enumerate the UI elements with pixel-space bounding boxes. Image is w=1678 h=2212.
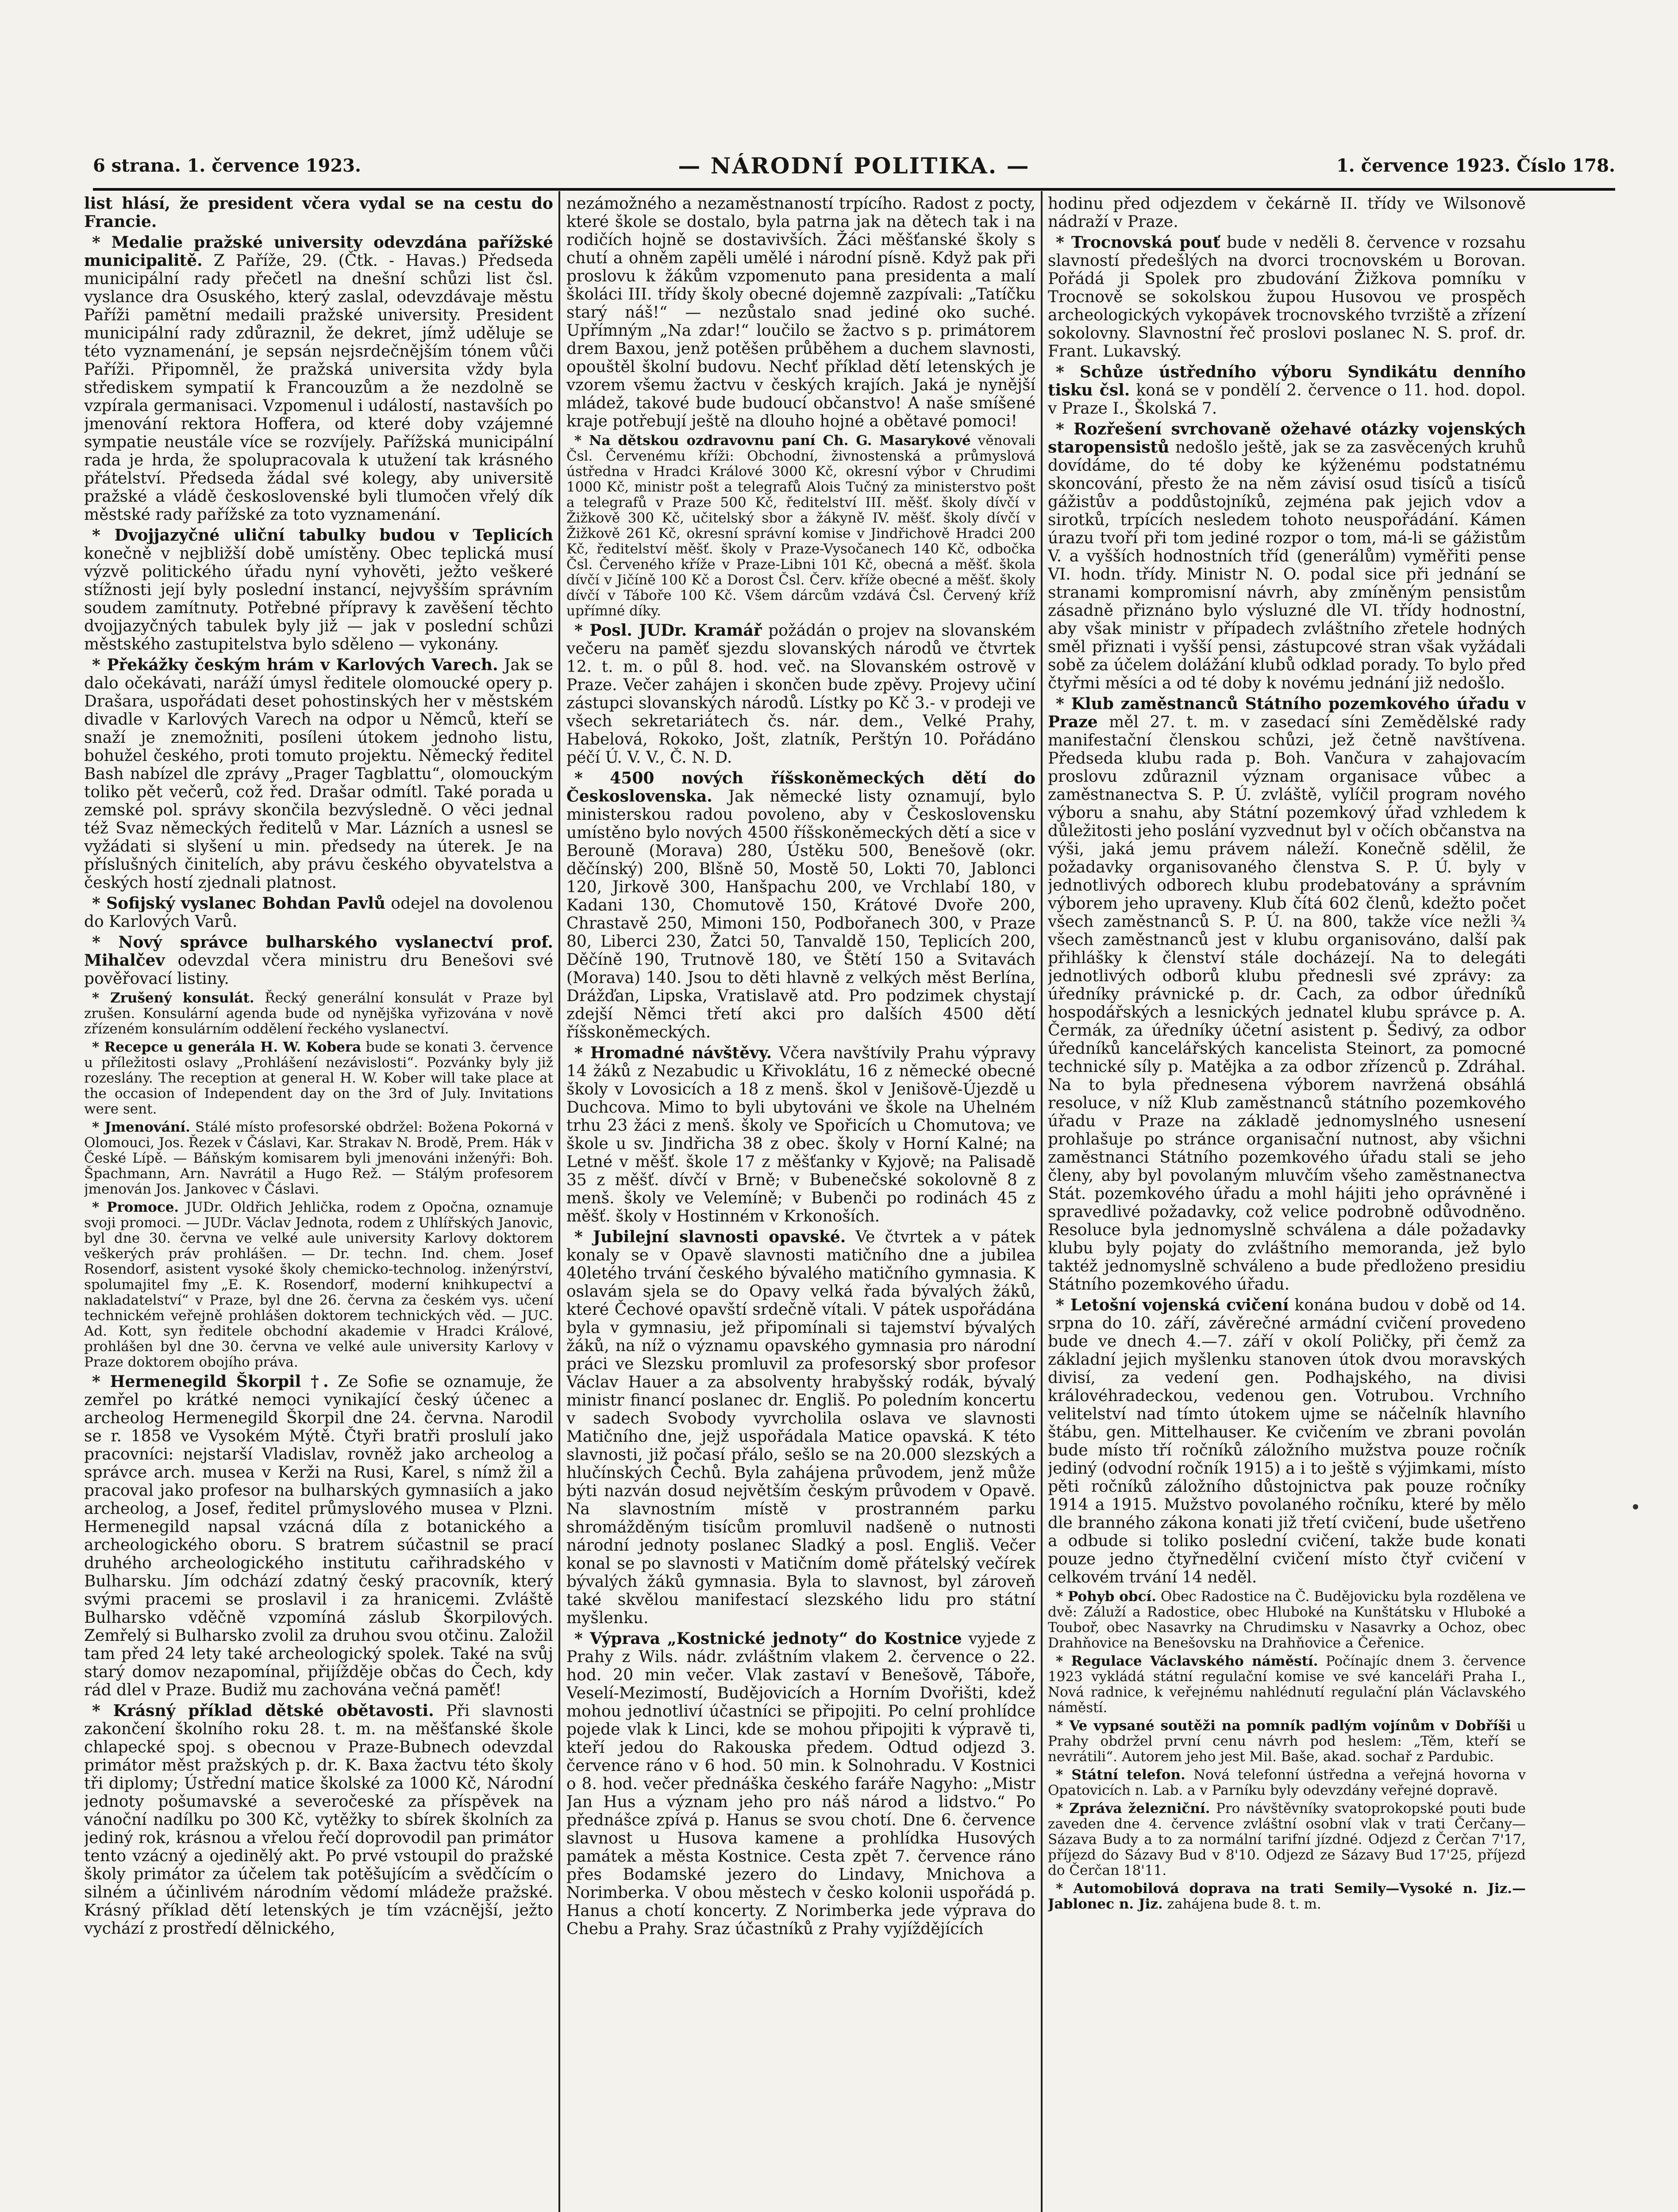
article-paragraph: [1048, 420, 1526, 692]
article-headline: * Hromadné návštěvy.: [574, 1044, 772, 1062]
article-text: JUDr. Oldřich Jehlička, rodem z Opočna, oznamuje svoji promoci. — JUDr. Václav Jednota, rodem z Uhlířských Janovic, byl dne 30. června ve velké aule university Karlovy doktorem veškerých práv prohlášen. — Dr. techn. Ind. chem. Josef Rosendorf, asistent vysoké školy chemicko-technolog. inženýrství, spolumajitel fmy „E. K. Rosendorf, moderní knihkupectví a nakladatelství“ v Praze, byl dne 26. června za českém vys. učení technickém veřejně prohlášen doktorem technických věd. — JUC. Ad. Kott, syn ředitele obchodní akademie v Hradci Králové, prohlášen byl dne 30. června ve velké aule university Karlovy v Praze doktorem obojího práva.: [84, 1199, 553, 1370]
article-paragraph: [1048, 1718, 1526, 1765]
article-headline: * Jmenování.: [92, 1119, 190, 1135]
article-text: u Prahy obdržel první cenu návrh pod heslem: „Těm, kteří se nevrátili“. Autorem jeho jest Mil. Baše, akad. sochař z Pardubic.: [1048, 1718, 1526, 1765]
article-text: Včera navštívily Prahu výpravy 14 žáků z Nezabudic u Křivoklátu, 16 z německé obecné školy v Lovosicích a 18 z menš. škol v Jenišově-Újezdě u Duchcova. Mimo to byli ubytováni ve škole na Uhelném trhu 23 žáci z menš. školy ve Spořicích u Chomutova; ve škole u sv. Jindřicha 38 z obec. školy v Horní Kalné; na Letné v měšť. škole 17 z měšťanky v Kyjově; na Palisadě 35 z měšť. dívčí v Brně; v Bubenečské sokolovně 8 z menš. školy ve Velemíně; v Bubenči po rodinách 45 z měšť. školy v Hostinném v Krkonoších.: [566, 1044, 1035, 1225]
article-text: Nová telefonní ústředna a veřejná hovorna v Opatovicích n. Lab. a v Parníku byly odevzdány veřejné dopravě.: [1048, 1767, 1526, 1798]
header-page-info: 6 strana. 1. července 1923.: [93, 155, 361, 176]
article-headline: * Posl. JUDr. Kramář: [574, 621, 762, 640]
article-text: Stálé místo profesorské obdržel: Božena Pokorná v Olomouci, Jos. Řezek v Čáslavi, Kar. Strakav N. Brodě, Prem. Hák v České Lípě. — Báňským komisarem byli jmenováni inženýři: Boh. Špachmann, Arn. Navrátil a Hugo Rež. — Stálým profesorem jmenován Jos. Jankovec v Čáslavi.: [84, 1119, 553, 1197]
article-headline: * Klub zaměstnanců Státního pozemkového úřadu v Praze: [1048, 695, 1526, 731]
article-paragraph: [84, 933, 553, 988]
article-headline: * 4500 nových říšskoněmeckých dětí do Československa.: [566, 769, 1035, 806]
article-paragraph: [84, 895, 553, 931]
article-text: Řecký generální konsulát v Praze byl zrušen. Konsulární agenda bude od nynějška vyřizována v nově zřízeném konsulárním oddělení řeckého vyslanectví.: [84, 990, 553, 1037]
header-rule: [93, 188, 1615, 191]
article-paragraph: [566, 1228, 1035, 1627]
article-paragraph: [566, 195, 1035, 430]
article-headline: * Schůze ústředního výboru Syndikátu denního tisku čsl.: [1048, 363, 1526, 399]
article-headline: * Ve vypsané soutěži na pomník padlým vojínům v Dobříši: [1056, 1718, 1511, 1734]
article-headline: * Sofijský vyslanec Bohdan Pavlů: [92, 894, 386, 913]
article-text: nedošlo ještě, jak se za zasvěcených kruhů dovídáme, do té doby ke kýženému podstatnému skoncování, přesto že na něm závisí osud tisíců a tisíců gážistův a poddůstojníků, zejména pak jejich vdov a sirotků, trpících nesledem tohoto neuspořádání. Kámen úrazu tvoří při tom jediné rozpor o tom, má-li se gážistům V. a vyšších hodnostních tříd (generálům) vyměřiti pense VI. hodn. třídy. Ministr N. O. podal sice při jednání se stranami kompromisní návrh, aby zmíněným pensistům zásadně přiznáno bylo výsluzné dle VI. třídy hodnostní, aby však ministr v případech zvláštního zřetele hodných směl přiznati i vyšší pensi, zástupcové stran však vyžádali sobě za účelem dolážání klubů odklad porady. To bylo před čtyřmi měsíci a od té doby k novému jednání již nedošlo.: [1048, 438, 1526, 692]
article-headline: * Recepce u generála H. W. Kobera: [92, 1039, 362, 1055]
text-column-1: [84, 195, 553, 2212]
article-paragraph: [84, 991, 553, 1037]
article-headline: * Rozřešení svrchovaně ožehavé otázky vojenských staropensistů: [1048, 420, 1526, 457]
print-mark: [1633, 1504, 1638, 1509]
article-text: konečně v nejbližší době umístěny. Obec teplická musí výzvě politického úřadu nyní vyhověti, ježto veškeré stížnosti její byly poslední instancí, nejvyšším správním soudem zamítnuty. Potřebné přípravy k zavěšení těchto dvojjazyčných tabulek byly již — jak v poslední schůzi městského zastupitelstva bylo sděleno — vykonány.: [84, 545, 553, 653]
article-headline: * Trocnovská pouť: [1056, 233, 1220, 252]
article-paragraph: [566, 1044, 1035, 1225]
article-headline: * Zpráva železniční.: [1056, 1801, 1210, 1816]
article-text: Ve čtvrtek a v pátek konaly se v Opavě slavnosti matičního dne a jubilea 40letého trvání českého bývalého matičního gymnasia. K oslavám sjela se do Opavy velká řada bývalých žáků, které Čechové opavští srdečně vítali. V pátek uspořádána byla v gymnasiu, jež připomínali si tajemství bývalých žáků, na níž o významu opavského gymnasia pro národní práci ve Slezsku promluvil za profesorský sbor profesor Václav Hauer a za absolventy hrabyšský rodák, bývalý ministr financí poslanec dr. Engliš. Po poledním koncertu v sadech Svobody vyvrcholila oslava ve slavnosti Matičního dne, jejž uspořádala Matice opavská. K této slavnosti, již počasí přálo, sešlo se na 20.000 slezských a hlučínských Čechů. Byla zahájena průvodem, jenž může býti nazván dosud největším českým průvodem v Opavě. Na slavnostním místě v prostranném parku shromážděným tisícům promluvil nadšeně o nutnosti národní jednoty poslanec Sladký a posl. Engliš. Večer konal se po slavnosti v Matičním domě přátelský večírek bývalých žáků gymnasia. Byla to slavnost, byl zároveň také skvělou manifestací slezského lidu pro státní myšlenku.: [566, 1228, 1035, 1627]
article-headline: * Jubilejní slavnosti opavské.: [574, 1228, 846, 1246]
article-paragraph: [84, 526, 553, 653]
article-headline: * Pohyb obcí.: [1056, 1589, 1157, 1605]
article-paragraph: [566, 1630, 1035, 1938]
article-paragraph: [84, 195, 553, 231]
article-paragraph: [1048, 1654, 1526, 1716]
article-text: Pro návštěvníky svatoprokopské pouti bude zaveden dne 4. července zvláštní osobní vlak v trati Čerčany—Sázava Budy a to za normální tarifní jízdné. Odjezd z Čerčan 7'17, příjezd do Sázavy Bud v 8'10. Odjezd ze Sázavy Bud 17'25, příjezd do Čerčan 18'11.: [1048, 1801, 1526, 1878]
article-headline: * Nový správce bulharského vyslanectví prof. Mihalčev: [84, 933, 553, 970]
article-text: Z Paříže, 29. (Čtk. - Havas.) Předseda municipální rady přečetl na dnešní schůzi list čsl. vyslance dra Osuského, který zaslal, odevzdávaje městu Paříži pamětní medaili pražské university. President municipální rady zdůraznil, že dekret, jímž uděluje se této vyznamenání, je sepsán nejsrdečnějším tónem vůči Paříži. Připomněl, že pražská universita vždy byla střediskem sympatií k Francouzům a že nezdolně se vzpírala germanisaci. Vzpomenul i událostí, nastavších po jmenování rektora Hoffera, od které doby vzájemné sympatie neustále více se rozvíjely. Pařížská municipální rada je hrda, že spolupracovala k utužení tak krásného přátelství. Předseda žádal své kolegy, aby universitě pražské a vládě československé byli tlumočen vřelý dík městské rady pařížské za toto vyznamenání.: [84, 252, 553, 524]
article-text: hodinu před odjezdem v čekárně II. třídy ve Wilsonově nádraží v Praze.: [1048, 195, 1526, 231]
article-text: Počínajíc dnem 3. července 1923 vykládá státní regulační komise ve své kanceláři Praha I., Nová radnice, k veřejnému nahlédnutí regulační plán Václavského náměstí.: [1048, 1653, 1526, 1716]
article-headline: * Automobilová doprava na trati Semily—Vysoké n. Jiz.—Jablonec n. Jiz.: [1048, 1881, 1526, 1912]
article-text: zahájena bude 8. t. m.: [1162, 1896, 1321, 1912]
article-headline: * Zrušený konsulát.: [92, 990, 254, 1006]
article-paragraph: [84, 1702, 553, 1938]
article-text: vyjede z Prahy z Wils. nádr. zvláštním vlakem 2. července o 22. hod. 20 min večer. Vlak zastaví v Benešově, Táboře, Veselí-Mezimostí, Budějovicích a Horním Dvořišti, kdež mohou jednotliví účastníci se připojiti. Po celní prohlídce pojede vlak k Linci, kde se mohou připojiti k výpravě ti, kteří jedou do Rakouska předem. Odtud odjezd 3. července ráno v 6 hod. 50 min. k Solnohradu. V Kostnici o 8. hod. večer přednáška českého faráře Nagyho: „Mistr Jan Hus a význam jeho pro náš národ a lidstvo.“ Po přednášce zpívá p. Hanus se svou chotí. Dne 6. července slavnost u Husova kamene a prohlídka Husových památek a města Kostnice. Cesta zpět 7. července ráno přes Bodamské jezero do Lindavy, Mnichova a Norimberka. V obou městech v česko kolonii uspořádá p. Hanus a chotí koncerty. Z Norimberka jede výprava do Chebu a Prahy. Sraz účastníků z Prahy vyjíždějících: [566, 1630, 1035, 1938]
article-headline: * Medalie pražské university odevzdána pařížské municipalitě.: [84, 233, 553, 270]
article-text: věnovali Čsl. Červenému kříži: Obchodní, živnostenská a průmyslová ústředna v Hradci Králové 3000 Kč, okresní výbor v Chrudimi 1000 Kč, ministr pošt a telegrafů Alois Tučný za ministerstvo pošt a telegrafů v Praze 500 Kč, ředitelství III. měšť. školy dívčí v Žižkově 300 Kč, učitelský sbor a žákyně IV. měšť. školy dívčí v Žižkově 261 Kč, okresní správní komise v Jindřichově Hradci 200 Kč, ředitelství měšť. školy v Praze-Vysočanech 140 Kč, odbočka Čsl. Červeného kříže v Praze-Libni 101 Kč, obecná a měšť. škola dívčí v Jičíně 100 Kč a Dorost Čsl. Červ. kříže obecné a měšť. školy dívčí v Táboře 100 Kč. Všem dárcům vzdává Čsl. Červený kříž upřímné díky.: [566, 433, 1035, 619]
article-text: Obec Radostice na Č. Budějovicku byla rozdělena ve dvě: Záluží a Radostice, obec Hluboké na Kunštátsku v Hluboké a Touboř, obec Nasavrky na Chrudimsku v Nasavrky a Ochoz, obec Drahňovice na Benešovsku na Drahňovice a Čeřenice.: [1048, 1589, 1526, 1651]
article-text: nezámožného a nezaměstnaností trpícího. Radost z pocty, které škole se dostalo, byla patrna jak na dětech tak i na rodičích hojně se dostavivších. Žáci měšťanské školy s chutí a ohněm zapěli umělé i národní písně. Když pak při proslovu k žákům vzpomenuto pana presidenta a malí školáci III. třídy školy obecné dojemně zazpívali: „Tatíčku starý náš!“ — nezůstalo snad jediné oko suché. Upřímným „Na zdar!“ loučilo se žactvo s p. primátorem drem Baxou, jenž potěšen průběhem a duchem slavnosti, opouštěl školní budovu. Nechť příklad dětí letenských je vzorem všemu žactvu v českých krajích. Jaká je nynější mládež, takové bude budoucí občanstvo! A naše smíšené kraje potřebují ještě na dlouho hojné a obětavé pomoci!: [566, 195, 1035, 430]
article-text: odejel na dovolenou do Karlových Varů.: [84, 895, 553, 931]
article-paragraph: [1048, 1801, 1526, 1878]
article-paragraph: [566, 622, 1035, 767]
article-text: konána budou v době od 14. srpna do 10. září, závěrečné armádní cvičení provedeno bude ve dnech 4.—7. září v okolí Poličky, při čemž za základní jejich myšlenku stanoven útok dvou moravských divisí, za vedení gen. Podhajského, na divisi královéhradeckou, vedenou gen. Votrubou. Vrchního velitelství nad tímto útokem ujme se náčelník hlavního štábu, gen. Mittelhauser. Ke cvičením ve zbrani povolán bude místo tří ročníků záložního mužstva pouze ročník jediný (odvodní ročník 1915) a i to ještě s výjimkami, místo pěti ročníků záložního důstojnictva pak pouze ročníky 1914 a 1915. Mužstvo povolaného ročníku, které by mělo dle branného zákona konati již třetí cvičení, bude ušetřeno a odbude si toliko poslední cvičení, takže bude konati pouze jedno čtyřnedělní cvičení místo čtyř cvičení v celkovém trvání 14 neděl.: [1048, 1296, 1526, 1586]
article-headline: * Překážky českým hrám v Karlových Varech.: [92, 656, 498, 674]
article-headline: * Dvojjazyčné uliční tabulky budou v Teplicích: [92, 526, 553, 545]
article-paragraph: [1048, 695, 1526, 1294]
article-text: koná se v pondělí 2. července o 11. hod. dopol. v Praze I., Školská 7.: [1048, 381, 1526, 418]
page-header: [93, 146, 1615, 186]
article-text: Jak se dalo očekávati, naráží úmysl ředitele olomoucké opery p. Drašara, uspořádati deset pohostinských her v městském divadle v Karlových Varech na odpor u Němců, kteří se snaží je znemožniti, posíleni útokem jednoho listu, bohužel českého, proti tomuto projektu. Německý ředitel Bash nabízel dle zprávy „Prager Tagblattu“, olomouckým toliko pět večerů, což řed. Drašar odmítl. Také porada u zemské pol. správy skončila bezvýsledně. O věci jednal též Svaz německých ředitelů v Mar. Lázních a usnesl se vyžádati si slyšení u min. předsedy na úterek. Je na příslušných činitelích, aby právu českého obyvatelstva a českých hostí zjednali platnost.: [84, 656, 553, 892]
article-paragraph: [84, 656, 553, 892]
article-paragraph: [566, 769, 1035, 1041]
text-column-3: [1048, 195, 1526, 2212]
column-divider: [1041, 191, 1043, 2212]
article-headline: * Hermenegild Škorpil †.: [92, 1372, 329, 1391]
masthead-title: — NÁRODNÍ POLITIKA. —: [678, 153, 1030, 179]
article-paragraph: [84, 1373, 553, 1699]
article-paragraph: [84, 234, 553, 524]
article-text: Ze Sofie se oznamuje, že zemřel po krátké nemoci vynikající český účenec a archeolog Hermenegild Škorpil dne 24. června. Narodil se r. 1858 ve Vysokém Mýtě. Čtyři bratři proslulí jako pracovníci: nejstarší Vladislav, rovněž jako archeolog a správce arch. musea v Kerži na Rusi, Karel, s nímž žil a pracoval jako profesor na bulharských gymnasiích a jako archeolog, a Josef, ředitel průmyslového musea v Plzni. Hermenegild napsal vzácná díla z botanického a archeologického oboru. S bratrem súčastnil se prací druhého archeologického institutu cařihradského v Bulharsku. Jím odchází zdatný český pracovník, který svými pracemi se proslavil i za hranicemi. Zvláště Bulharsko vděčně vzpomíná záslub Škorpilových. Zemřelý si Bulharsko zvolil za druhou svou otčinu. Založil tam před 24 lety také archeologický spolek. Také na svůj starý domov nezapomínal, přijížděje občas do Čech, kdy rád dlel v Praze. Budiž mu zachována večná paměť!: [84, 1373, 553, 1699]
article-text: požádán o projev na slovanském večeru na paměť sjezdu slovanských národů ve čtvrtek 12. t. m. o půl 8. hod. več. na Slovanském ostrově v Praze. Večer zahájen i skončen bude zpěvy. Projevy učiní zástupci slovanských národů. Lístky po Kč 3.- v prodeji ve všech sekretariátech čs. nár. dem., Velké Prahy, Habelová, Rokoko, Jošt, zlatník, Perštýn 10. Pořádáno péčí Ú. V. V., Č. N. D.: [566, 622, 1035, 767]
article-paragraph: [84, 1040, 553, 1117]
article-paragraph: [1048, 1881, 1526, 1912]
article-paragraph: [84, 1200, 553, 1370]
article-paragraph: [1048, 1589, 1526, 1651]
article-headline: * Promoce.: [92, 1199, 179, 1215]
article-paragraph: [1048, 195, 1526, 231]
article-text: měl 27. t. m. v zasedací síni Zemědělské rady manifestační členskou schůzi, jež četně navštívena. Předseda klubu rada p. Boh. Vančura v zahajovacím proslovu zdůraznil význam organisace vůbec a zaměstnanectva S. P. Ú. zvláště, vylíčil program nového výboru a snahu, aby Státní pozemkový úřad vzhledem k důležitosti jeho poslání vyzvednut byl v očích občanstva na výši, jaká jemu právem náleží. Konečně sdělil, že požadavky organisovaného členstva S. P. Ú. byly v jednotlivých odborech klubu prodebatovány a správním výborem jeho upraveny. Klub čítá 602 členů, kdežto počet všech zaměstnanců S. P. Ú. na 800, takže více nežli ¾ všech zaměstnanců jest v klubu organisováno, další pak přihlášky k členství stále docházejí. Na to delegáti jednotlivých odborů klubu přednesli své zprávy: za úředníky právnické p. dr. Cach, za odbor úředníků hospodářských a lesnických jednatel klubu správce p. A. Čermák, za úředníky účetní asistent p. Šedivý, za odbor úředníků kancelářských kancelista Steinort, za pomocné technické síly p. Matějka a za odbor zřízenců p. Zdráhal. Na to byla přednesena výborem navržená obsáhlá resoluce, v níž Klub zaměstnanců státního pozemkového úřadu v Praze na základě jednomyslného usnesení prohlašuje po stránce organisační nutnost, aby všichni zaměstnanci Státního pozemkového úřadu stali se jeho členy, aby byl povolaným mluvčím všeho zaměstnanectva Stát. pozemkového úřadu a mohl hájiti jeho oprávněné i spravedlivé požadavky, což velice podrobně odůvodněno. Resoluce byla jednomyslně schválena a dále požadavky klubu byly pojaty do zvláštního memoranda, jež bylo taktéž jednomyslně schváleno a bude předloženo presidiu Státního pozemkového úřadu.: [1048, 713, 1526, 1294]
article-paragraph: [1048, 1767, 1526, 1798]
article-headline: * Regulace Václavského náměstí.: [1056, 1653, 1318, 1669]
article-paragraph: [84, 1120, 553, 1197]
article-text: Při slavnosti zakončení školního roku 28. t. m. na měšťanské škole chlapecké spoj. s obecnou v Praze-Bubnech odevzdal primátor měst pražských p. dr. K. Baxa žactvu této školy tři diplomy; Ústřední matice školské za 1000 Kč, Národní jednoty pošumavské a severočeské za příspěvek na vánoční nadílku po 300 Kč, vytěžky to sbírek školních za jediný rok, krásnou a vřelou řečí doprovodil pan primátor tento vzácný a ojedinělý akt. Po prvé vstoupil do pražské školy primátor za účelem tak potěšujícím a svědčícím o silném a účinlivém národním vědomí mládeže pražské. Krásný příklad dětí letenských je tím vzácnější, ježto vychází z prostředí dělnického,: [84, 1702, 553, 1938]
article-paragraph: [1048, 363, 1526, 418]
article-text: bude se konati 3. července u příležitosti oslavy „Prohlášení nezávislosti“. Pozvánky byly již rozeslány. The reception at general H. W. Kober will take place at the occasion of Independent day on the 3rd of July. Invitations were sent.: [84, 1039, 553, 1117]
column-divider: [558, 191, 560, 2212]
article-headline: * Krásný příklad dětské obětavosti.: [92, 1701, 434, 1720]
article-text: bude v neděli 8. července v rozsahu slavností předešlých na dvorci trocnovském u Borovan. Pořádá ji Spolek pro zbudování Žižkova pomníku v Trocnově se sokolskou župou Husovou ve prospěch archeologických vykopávek trocnovského tvrziště a zřízení sokolovny. Slavnostní řeč proslovi poslanec N. S. prof. dr. Frant. Lukavský.: [1048, 234, 1526, 361]
article-headline: * Na dětskou ozdravovnu paní Ch. G. Masarykové: [574, 433, 971, 449]
article-headline: * Letošní vojenská cvičení: [1056, 1296, 1289, 1314]
text-column-2: [566, 195, 1035, 2212]
article-text: odevzdal včera ministru dru Benešovi své pověřovací listiny.: [84, 952, 553, 988]
article-paragraph: [1048, 1296, 1526, 1586]
article-headline: * Výprava „Kostnické jednoty“ do Kostnice: [574, 1629, 962, 1648]
article-headline: * Státní telefon.: [1056, 1767, 1185, 1783]
header-date-issue: 1. července 1923. Číslo 178.: [1336, 155, 1615, 176]
article-text: list hlásí, že president včera vydal se na cestu do Francie.: [84, 195, 553, 231]
article-paragraph: [566, 433, 1035, 619]
article-text: Jak německé listy oznamují, bylo ministerskou radou povoleno, aby v Československu umístěno bylo nových 4500 říšskoněmeckých dětí a sice v Berouně (Morava) 280, Ústěku 500, Benešově (okr. děčínský) 200, Blšně 50, Mostě 50, Lokti 70, Jablonci 120, Jirkově 300, Hanšpachu 200, ve Vrchlabí 180, v Kadani 130, Chomutově 150, Krátové Dvoře 200, Chrastavě 250, Mimoni 150, Podbořanech 300, v Praze 80, Liberci 230, Žatci 50, Tanvaldě 150, Teplicích 200, Děčíně 190, Trutnově 180, ve Štětí 150 a Svitavách (Morava) 140. Jsou to děti hlavně z velkých měst Berlína, Drážďan, Lipska, Vratislavě atd. Pro podzimek chystají zdejší Němci třetí akci pro dalších 4500 dětí říšskoněmeckých.: [566, 787, 1035, 1041]
article-paragraph: [1048, 234, 1526, 361]
